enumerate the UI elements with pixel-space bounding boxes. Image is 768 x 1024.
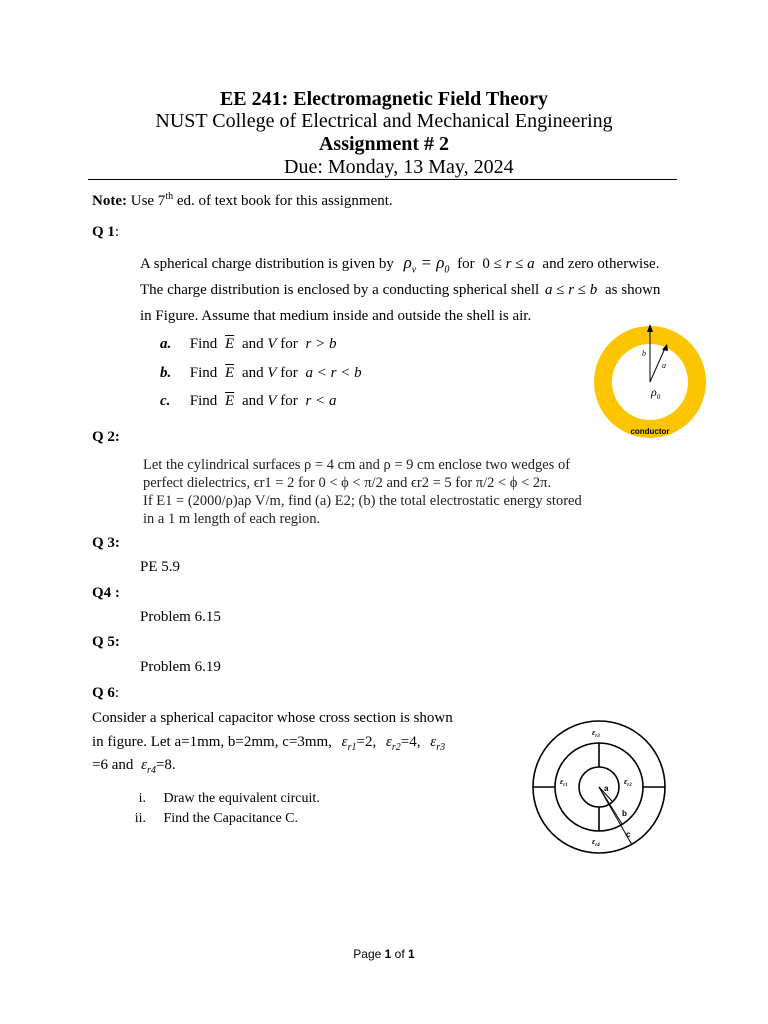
note	[92, 191, 393, 210]
note-text-before: Use 7	[130, 193, 166, 209]
e-field-symbol: $\overline{E}$	[225, 393, 235, 409]
q1-part-c	[160, 393, 337, 410]
q3-label: Q 3:	[92, 535, 120, 551]
q6-label: Q 6:	[92, 685, 120, 701]
item-num: i.	[138, 791, 146, 806]
eps-r1-val: =2,	[356, 734, 377, 750]
q1-line2-a: The charge distribution is enclosed by a conducting spherical shell	[140, 282, 540, 298]
eps-r4: $\varepsilon_{r4}$	[141, 757, 156, 776]
q1-line3: in Figure. Assume that medium inside and outside the shell is air.	[140, 308, 532, 324]
assignment-title: Assignment # 2	[318, 133, 449, 155]
eps-label-r3: $\varepsilon_{r3}$	[592, 728, 600, 739]
label-b: b	[642, 349, 646, 358]
note-sup: th	[165, 191, 174, 202]
part-and: and	[241, 393, 264, 409]
range-expr-1: 0 ≤ r ≤ a	[482, 256, 535, 272]
eps-label-r4: $\varepsilon_{r4}$	[592, 837, 600, 848]
college-name: NUST College of Electrical and Mechanical Engineering	[155, 110, 613, 132]
q1-line2	[140, 282, 660, 299]
part-and: and	[241, 365, 264, 381]
q1-line1-b: for	[457, 256, 475, 272]
e-field-symbol: $\overline{E}$	[225, 365, 235, 381]
q1-part-a	[160, 336, 337, 353]
q6-item-2	[120, 811, 298, 827]
q5-label: Q 5:	[92, 634, 120, 650]
part-text: Find	[189, 393, 218, 409]
q2-line2: perfect dielectrics, ϵr1 = 2 for 0 < ϕ < π/2 and ϵr2 = 5 for π/2 < ϕ < 2π.	[143, 475, 552, 491]
eps-r4-val: =8.	[155, 757, 176, 773]
q1-label: Q 1:	[92, 224, 120, 240]
part-label: b.	[160, 365, 172, 381]
q2-line1: Let the cylindrical surfaces ρ = 4 cm and ρ = 9 cm enclose two wedges of	[143, 457, 571, 473]
eps-label-r1: $\varepsilon_{r1}$	[560, 777, 568, 788]
item-num: ii.	[134, 811, 146, 826]
q3-text: PE 5.9	[140, 559, 181, 575]
eps-r3-val: =6 and	[92, 757, 134, 773]
q4-text: Problem 6.15	[140, 609, 221, 625]
q1-line1	[140, 253, 659, 275]
q1-line1-c: and zero otherwise.	[542, 256, 660, 272]
label-rho: $\rho_0$	[651, 385, 661, 401]
part-v: V	[267, 393, 277, 409]
footer-page-total: 1	[408, 947, 415, 961]
due-date: Due: Monday, 13 May, 2024	[284, 156, 514, 178]
label-a: a	[662, 361, 666, 370]
part-cond: a < r < b	[305, 365, 362, 381]
part-v: V	[267, 336, 277, 352]
q6-line3	[92, 757, 176, 776]
eps-r1: $\varepsilon_{r1}$	[341, 734, 357, 753]
q1-line2-b: as shown	[605, 282, 661, 298]
part-and: and	[241, 336, 264, 352]
part-label: c.	[160, 393, 171, 409]
range-expr-2: a ≤ r ≤ b	[544, 282, 598, 298]
q2-label: Q 2:	[92, 429, 120, 445]
e-field-symbol: $\overline{E}$	[225, 336, 235, 352]
spherical-capacitor-figure	[526, 718, 672, 858]
note-label: Note:	[92, 193, 127, 209]
part-v: V	[267, 365, 277, 381]
q1-part-b	[160, 365, 362, 382]
q5-text: Problem 6.19	[140, 659, 221, 675]
part-cond: r > b	[305, 336, 337, 352]
note-text-after: ed. of text book for this assignment.	[173, 193, 393, 209]
course-title: EE 241: Electromagnetic Field Theory	[219, 88, 549, 110]
q6-line2	[92, 734, 445, 753]
label-b: b	[622, 809, 627, 818]
q1-line1-a: A spherical charge distribution is given by	[140, 256, 394, 272]
spherical-shell-figure	[584, 316, 720, 440]
page-footer	[0, 947, 768, 961]
item-text: Draw the equivalent circuit.	[163, 791, 320, 806]
part-for: for	[280, 336, 298, 352]
q6-line2-text: in figure. Let a=1mm, b=2mm, c=3mm,	[92, 734, 332, 750]
label-c: c	[626, 830, 631, 839]
item-text: Find the Capacitance C.	[163, 811, 299, 826]
footer-page-num: 1	[384, 947, 392, 961]
footer-of: of	[391, 947, 409, 961]
q2-line3: If E1 = (2000/ρ)aρ V/m, find (a) E2; (b) the total electrostatic energy stored	[143, 493, 582, 509]
part-text: Find	[189, 336, 218, 352]
q2-line4: in a 1 m length of each region.	[143, 511, 321, 527]
label-a: a	[604, 784, 609, 793]
eps-label-r2: $\varepsilon_{r2}$	[624, 777, 632, 788]
part-for: for	[280, 393, 298, 409]
part-for: for	[280, 365, 298, 381]
header-rule	[88, 179, 677, 180]
eps-r3: $\varepsilon_{r3}$	[430, 734, 446, 753]
eps-r2-val: =4,	[400, 734, 421, 750]
q6-line1: Consider a spherical capacitor whose cross section is shown	[92, 710, 453, 726]
part-label: a.	[160, 336, 172, 352]
eps-r2: $\varepsilon_{r2}$	[385, 734, 401, 753]
q4-label: Q4 :	[92, 585, 120, 601]
part-text: Find	[189, 365, 218, 381]
footer-prefix: Page	[353, 947, 385, 961]
rho-v-expr: $\rho_v = \rho_0$	[403, 253, 450, 276]
part-cond: r < a	[305, 393, 337, 409]
label-conductor: conductor	[630, 427, 670, 436]
q6-item-1	[120, 791, 320, 807]
q2-excerpt	[143, 456, 582, 528]
